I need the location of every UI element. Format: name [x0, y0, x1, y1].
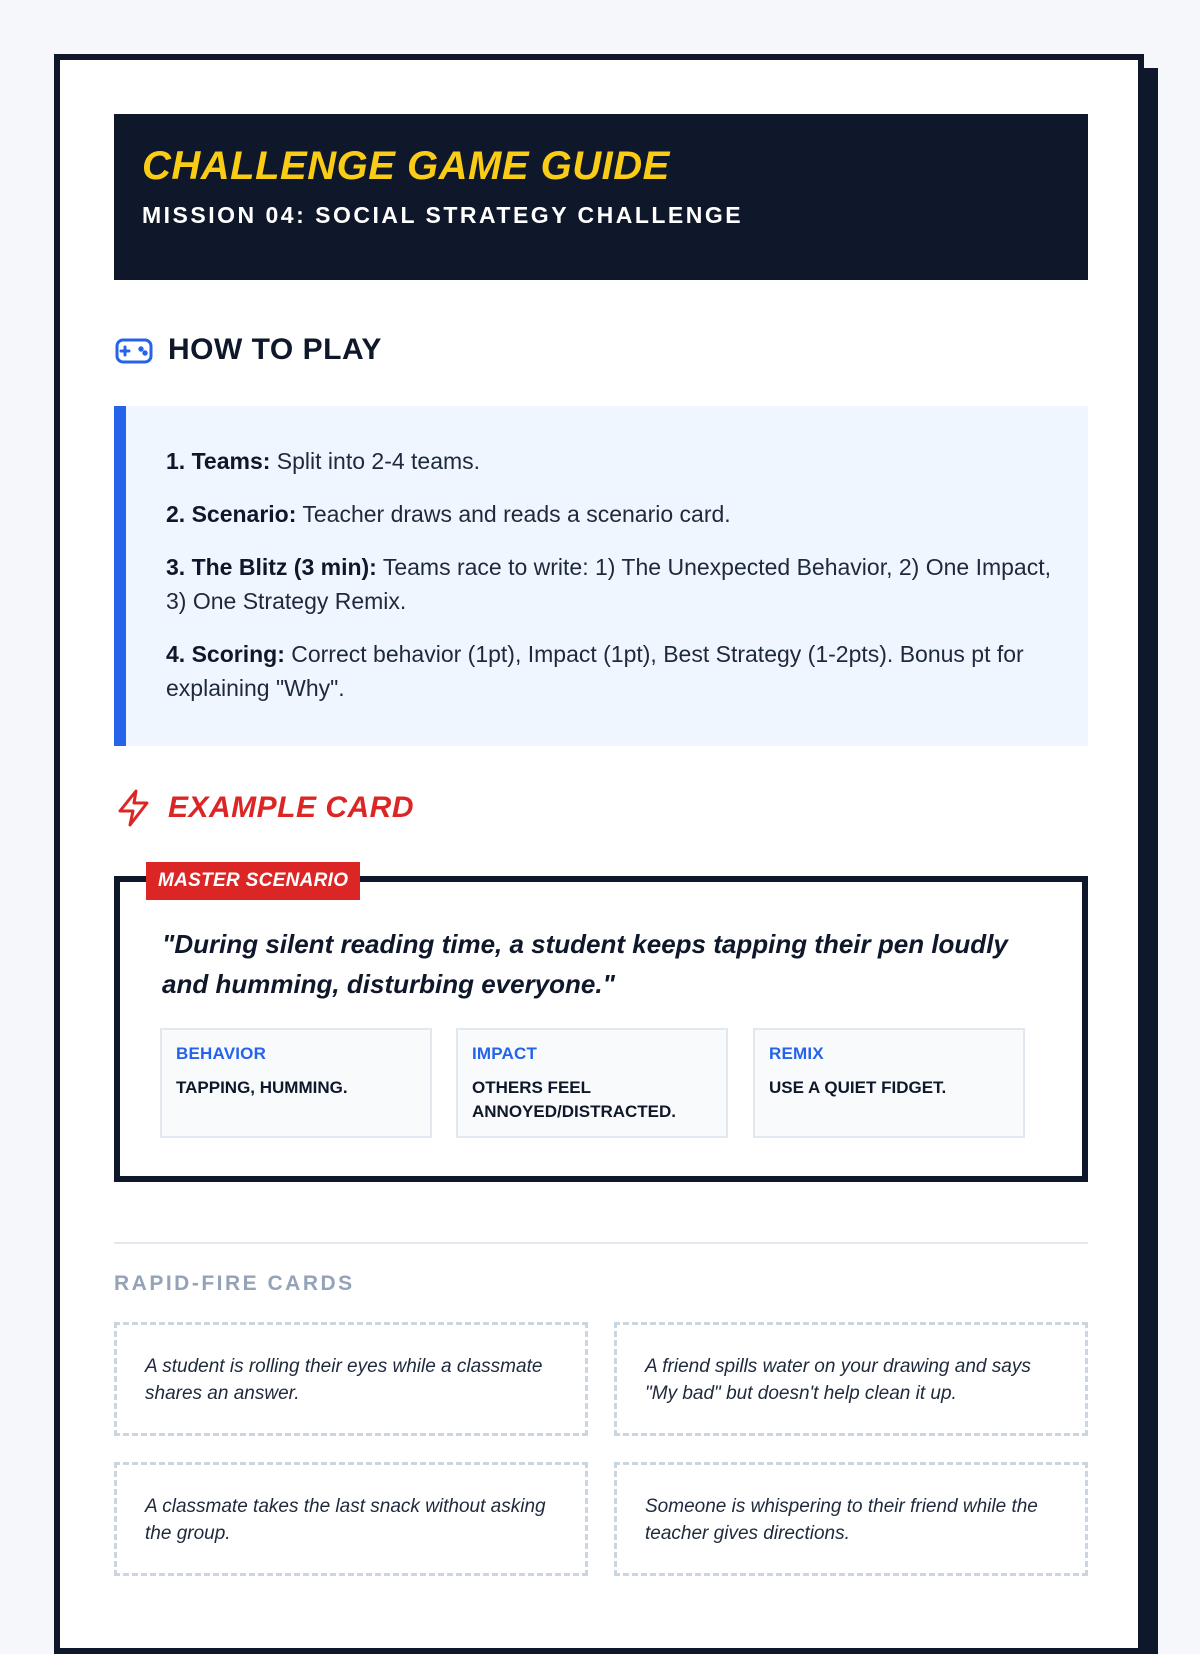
impact-box: [456, 1028, 728, 1138]
step-item: [166, 497, 1052, 531]
how-to-play-heading: [114, 330, 382, 370]
step-item: [166, 637, 1052, 705]
behavior-value: TAPPING, HUMMING.: [176, 1078, 348, 1097]
lightning-icon: [114, 788, 154, 828]
rapid-fire-title: RAPID-FIRE CARDS: [114, 1272, 355, 1295]
guide-header: [114, 114, 1088, 280]
impact-value: OTHERS FEEL ANNOYED/DISTRACTED.: [472, 1078, 677, 1121]
rapid-fire-card: A student is rolling their eyes while a classmate shares an answer.: [114, 1322, 588, 1436]
master-scenario-card: [114, 870, 1088, 1182]
impact-label: IMPACT: [472, 1044, 538, 1063]
section-divider: [114, 1242, 1088, 1244]
gamepad-icon: [114, 330, 154, 370]
example-card-title: EXAMPLE CARD: [168, 791, 415, 824]
guide-subtitle: MISSION 04: SOCIAL STRATEGY CHALLENGE: [142, 202, 744, 228]
behavior-label: BEHAVIOR: [176, 1044, 267, 1063]
remix-label: REMIX: [769, 1044, 824, 1063]
guide-page: [54, 54, 1144, 1654]
step-label: 1. Teams:: [166, 448, 271, 474]
example-card-heading: [114, 788, 414, 828]
step-text: Correct behavior (1pt), Impact (1pt), Best Strategy (1-2pts). Bonus pt for explaining "Why".: [166, 641, 1024, 701]
step-text: Teams race to write: 1) The Unexpected Behavior, 2) One Impact, 3) One Strategy Remix.: [166, 554, 1051, 614]
rapid-fire-card: A friend spills water on your drawing and says "My bad" but doesn't help clean it up.: [614, 1322, 1088, 1436]
step-label: 2. Scenario:: [166, 501, 297, 527]
step-label: 3. The Blitz (3 min):: [166, 554, 377, 580]
step-text: Teacher draws and reads a scenario card.: [302, 501, 731, 527]
rapid-fire-card: Someone is whispering to their friend while the teacher gives directions.: [614, 1462, 1088, 1576]
scenario-quote: "During silent reading time, a student keeps tapping their pen loudly and humming, disturbing everyone.": [162, 929, 1008, 999]
how-to-play-title: HOW TO PLAY: [168, 333, 382, 366]
behavior-box: [160, 1028, 432, 1138]
remix-value: USE A QUIET FIDGET.: [769, 1078, 947, 1097]
step-label: 4. Scoring:: [166, 641, 285, 667]
how-to-play-box: [114, 406, 1088, 746]
guide-title: CHALLENGE GAME GUIDE: [142, 144, 670, 188]
remix-box: [753, 1028, 1025, 1138]
step-item: [166, 550, 1052, 618]
step-text: Split into 2-4 teams.: [276, 448, 481, 474]
rapid-fire-card: A classmate takes the last snack without asking the group.: [114, 1462, 588, 1576]
master-scenario-tag: MASTER SCENARIO: [146, 862, 360, 900]
step-item: [166, 444, 1052, 478]
